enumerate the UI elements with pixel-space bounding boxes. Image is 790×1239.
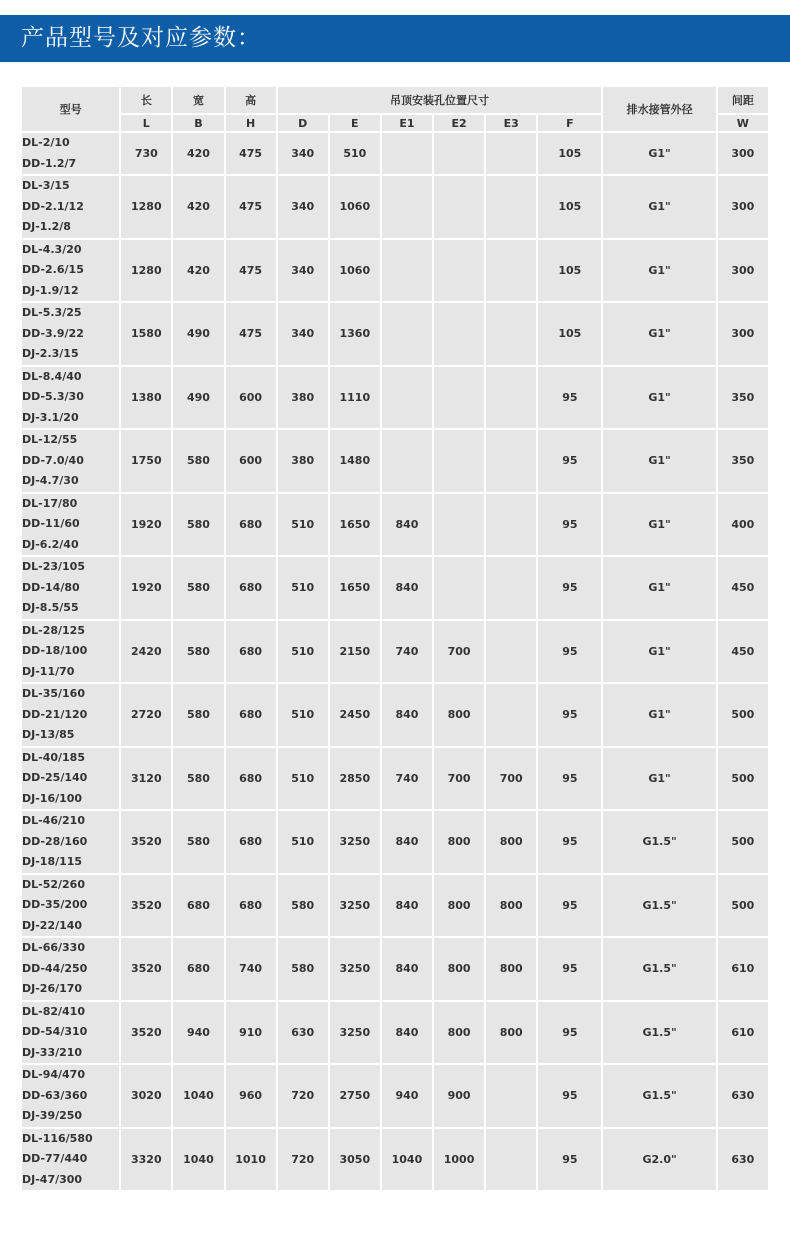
cell-h: 680 <box>226 875 276 937</box>
col-W: W <box>718 115 768 131</box>
cell-h: 680 <box>226 557 276 619</box>
width-header: 宽 <box>173 87 223 113</box>
cell-d: 510 <box>278 684 328 746</box>
cell-b: 420 <box>173 133 223 174</box>
cell-l: 1280 <box>121 240 171 302</box>
table-row <box>22 176 768 238</box>
cell-h: 680 <box>226 684 276 746</box>
cell-e1: 840 <box>382 494 432 556</box>
cell-e2: 800 <box>434 1002 484 1064</box>
cell-f: 105 <box>538 176 601 238</box>
model-name: DL-8.4/40 <box>22 369 82 383</box>
cell-e1 <box>382 430 432 492</box>
table-row <box>22 240 768 302</box>
cell-e: 2450 <box>330 684 380 746</box>
model-name: DL-52/260 <box>22 877 85 891</box>
cell-e: 510 <box>330 133 380 174</box>
model-cell <box>22 133 119 174</box>
cell-e2: 800 <box>434 938 484 1000</box>
cell-d: 380 <box>278 430 328 492</box>
cell-h: 960 <box>226 1065 276 1127</box>
col-B: B <box>173 115 223 131</box>
table-row <box>22 875 768 937</box>
model-name: DL-116/580 <box>22 1131 93 1145</box>
cell-g: G1" <box>603 133 715 174</box>
model-name: DD-35/200 <box>22 898 88 911</box>
col-F: F <box>538 115 601 131</box>
cell-f: 95 <box>538 1129 601 1191</box>
cell-g: G1.5" <box>603 875 715 937</box>
cell-e1: 740 <box>382 621 432 683</box>
model-name: DD-11/60 <box>22 517 80 530</box>
cell-g: G1" <box>603 557 715 619</box>
cell-e: 1480 <box>330 430 380 492</box>
cell-e2 <box>434 367 484 429</box>
cell-g: G1" <box>603 303 715 365</box>
cell-w: 450 <box>718 621 768 683</box>
model-name: DL-2/10 <box>22 136 70 149</box>
cell-e: 2750 <box>330 1065 380 1127</box>
cell-e3: 700 <box>486 748 536 810</box>
cell-l: 1580 <box>121 303 171 365</box>
model-name: DD-3.9/22 <box>22 326 84 340</box>
cell-b: 490 <box>173 367 223 429</box>
cell-l: 2720 <box>121 684 171 746</box>
cell-f: 105 <box>538 303 601 365</box>
cell-e1 <box>382 133 432 174</box>
col-E1: E1 <box>382 115 432 131</box>
cell-e2 <box>434 430 484 492</box>
cell-b: 580 <box>173 811 223 873</box>
cell-e1: 740 <box>382 748 432 810</box>
cell-d: 720 <box>278 1129 328 1191</box>
model-cell <box>22 684 119 746</box>
cell-w: 500 <box>718 748 768 810</box>
cell-d: 580 <box>278 938 328 1000</box>
table-row <box>22 684 768 746</box>
cell-e1 <box>382 240 432 302</box>
col-H: H <box>226 115 276 131</box>
cell-e3: 800 <box>486 938 536 1000</box>
model-name: DJ-3.1/20 <box>22 410 79 424</box>
cell-e3 <box>486 176 536 238</box>
cell-w: 300 <box>718 133 768 174</box>
cell-b: 940 <box>173 1002 223 1064</box>
model-cell <box>22 875 119 937</box>
cell-g: G1.5" <box>603 811 715 873</box>
table-row <box>22 811 768 873</box>
cell-w: 300 <box>718 240 768 302</box>
model-name: DJ-47/300 <box>22 1172 83 1186</box>
spec-table <box>20 85 770 1192</box>
cell-e3: 800 <box>486 1002 536 1064</box>
model-name: DJ-33/210 <box>22 1045 83 1059</box>
cell-e1: 840 <box>382 875 432 937</box>
model-cell <box>22 748 119 810</box>
table-row <box>22 430 768 492</box>
cell-g: G1.5" <box>603 1002 715 1064</box>
cell-b: 420 <box>173 176 223 238</box>
model-name: DJ-39/250 <box>22 1109 83 1122</box>
cell-h: 475 <box>226 303 276 365</box>
model-name: DL-4.3/20 <box>22 242 82 256</box>
model-name: DD-2.1/12 <box>22 199 84 213</box>
model-cell <box>22 557 119 619</box>
cell-l: 3520 <box>121 811 171 873</box>
cell-f: 95 <box>538 684 601 746</box>
cell-e1: 840 <box>382 684 432 746</box>
model-name: DD-21/120 <box>22 707 88 721</box>
cell-w: 450 <box>718 557 768 619</box>
cell-e3 <box>486 684 536 746</box>
col-E3: E3 <box>486 115 536 131</box>
cell-f: 95 <box>538 494 601 556</box>
model-cell <box>22 494 119 556</box>
drain-pipe-header: 排水接管外径 <box>603 87 715 131</box>
cell-w: 610 <box>718 938 768 1000</box>
cell-e3 <box>486 303 536 365</box>
model-name: DD-63/360 <box>22 1088 88 1102</box>
cell-d: 580 <box>278 875 328 937</box>
cell-f: 95 <box>538 557 601 619</box>
model-name: DL-5.3/25 <box>22 306 82 319</box>
cell-h: 680 <box>226 748 276 810</box>
model-name: DD-7.0/40 <box>22 453 84 467</box>
cell-e1: 840 <box>382 938 432 1000</box>
cell-e2: 800 <box>434 811 484 873</box>
model-cell <box>22 176 119 238</box>
cell-h: 475 <box>226 240 276 302</box>
model-name: DD-1.2/7 <box>22 156 77 170</box>
model-name: DL-46/210 <box>22 814 85 827</box>
cell-e: 3250 <box>330 1002 380 1064</box>
cell-f: 95 <box>538 748 601 810</box>
cell-e3: 800 <box>486 811 536 873</box>
cell-e2 <box>434 494 484 556</box>
table-row <box>22 557 768 619</box>
cell-w: 400 <box>718 494 768 556</box>
cell-f: 95 <box>538 875 601 937</box>
cell-e3 <box>486 430 536 492</box>
cell-e3 <box>486 1129 536 1191</box>
model-header: 型号 <box>22 87 119 131</box>
cell-e3 <box>486 557 536 619</box>
cell-e1: 840 <box>382 1002 432 1064</box>
model-name: DL-82/410 <box>22 1004 85 1018</box>
cell-e: 2850 <box>330 748 380 810</box>
cell-w: 610 <box>718 1002 768 1064</box>
cell-w: 500 <box>718 684 768 746</box>
height-header: 高 <box>226 87 276 113</box>
model-name: DD-2.6/15 <box>22 263 84 276</box>
cell-w: 500 <box>718 875 768 937</box>
cell-l: 1920 <box>121 557 171 619</box>
cell-e1 <box>382 367 432 429</box>
cell-b: 580 <box>173 684 223 746</box>
cell-e2: 700 <box>434 748 484 810</box>
cell-g: G1" <box>603 684 715 746</box>
cell-e2 <box>434 240 484 302</box>
table-row <box>22 1065 768 1127</box>
spacing-header: 间距 <box>718 87 768 113</box>
cell-e3 <box>486 1065 536 1127</box>
cell-e: 3250 <box>330 875 380 937</box>
cell-f: 95 <box>538 1065 601 1127</box>
cell-b: 680 <box>173 875 223 937</box>
cell-e: 1650 <box>330 494 380 556</box>
cell-h: 910 <box>226 1002 276 1064</box>
model-name: DD-28/160 <box>22 834 88 848</box>
table-body <box>22 133 768 1190</box>
cell-b: 680 <box>173 938 223 1000</box>
cell-g: G1" <box>603 430 715 492</box>
model-name: DD-14/80 <box>22 580 80 594</box>
cell-e2: 800 <box>434 684 484 746</box>
cell-e: 2150 <box>330 621 380 683</box>
cell-b: 580 <box>173 557 223 619</box>
header-row <box>22 87 768 113</box>
cell-e2: 1000 <box>434 1129 484 1191</box>
cell-e2 <box>434 303 484 365</box>
cell-d: 340 <box>278 133 328 174</box>
table-row <box>22 367 768 429</box>
cell-e: 1060 <box>330 240 380 302</box>
cell-h: 680 <box>226 811 276 873</box>
cell-e2: 900 <box>434 1065 484 1127</box>
cell-l: 1920 <box>121 494 171 556</box>
length-header: 长 <box>121 87 171 113</box>
model-name: DJ-16/100 <box>22 791 83 805</box>
cell-e1: 940 <box>382 1065 432 1127</box>
table-row <box>22 748 768 810</box>
cell-d: 510 <box>278 748 328 810</box>
model-name: DJ-18/115 <box>22 855 83 868</box>
cell-e3 <box>486 367 536 429</box>
cell-f: 95 <box>538 938 601 1000</box>
model-name: DL-17/80 <box>22 496 78 510</box>
cell-l: 1750 <box>121 430 171 492</box>
cell-w: 300 <box>718 303 768 365</box>
model-name: DL-23/105 <box>22 560 85 573</box>
cell-d: 510 <box>278 557 328 619</box>
model-name: DJ-11/70 <box>22 664 75 678</box>
cell-b: 420 <box>173 240 223 302</box>
model-name: DJ-1.9/12 <box>22 283 79 297</box>
model-name: DL-94/470 <box>22 1068 85 1081</box>
cell-h: 475 <box>226 133 276 174</box>
cell-e1: 840 <box>382 811 432 873</box>
cell-e3 <box>486 621 536 683</box>
cell-h: 680 <box>226 621 276 683</box>
cell-g: G1" <box>603 621 715 683</box>
cell-h: 600 <box>226 430 276 492</box>
cell-l: 3120 <box>121 748 171 810</box>
cell-d: 510 <box>278 811 328 873</box>
cell-e2 <box>434 176 484 238</box>
table-row <box>22 133 768 174</box>
col-E: E <box>330 115 380 131</box>
page-title: 产品型号及对应参数： <box>0 15 790 62</box>
cell-l: 730 <box>121 133 171 174</box>
model-name: DD-44/250 <box>22 961 88 975</box>
cell-f: 95 <box>538 1002 601 1064</box>
model-cell <box>22 240 119 302</box>
cell-l: 3520 <box>121 938 171 1000</box>
cell-e: 1650 <box>330 557 380 619</box>
cell-w: 350 <box>718 430 768 492</box>
cell-l: 2420 <box>121 621 171 683</box>
model-cell <box>22 367 119 429</box>
model-name: DL-66/330 <box>22 941 85 954</box>
cell-g: G1" <box>603 176 715 238</box>
cell-e: 3250 <box>330 938 380 1000</box>
col-D: D <box>278 115 328 131</box>
cell-b: 580 <box>173 494 223 556</box>
model-name: DJ-8.5/55 <box>22 601 79 614</box>
cell-f: 105 <box>538 133 601 174</box>
table-row <box>22 303 768 365</box>
cell-e3 <box>486 240 536 302</box>
table-row <box>22 1002 768 1064</box>
model-cell <box>22 938 119 1000</box>
cell-e1: 1040 <box>382 1129 432 1191</box>
model-name: DJ-26/170 <box>22 982 83 995</box>
model-cell <box>22 1129 119 1191</box>
model-cell <box>22 621 119 683</box>
cell-e3 <box>486 133 536 174</box>
cell-d: 380 <box>278 367 328 429</box>
cell-e: 3050 <box>330 1129 380 1191</box>
cell-l: 3020 <box>121 1065 171 1127</box>
cell-l: 3520 <box>121 1002 171 1064</box>
model-name: DL-12/55 <box>22 433 78 446</box>
cell-g: G1" <box>603 494 715 556</box>
cell-e2 <box>434 133 484 174</box>
cell-b: 490 <box>173 303 223 365</box>
cell-w: 630 <box>718 1065 768 1127</box>
cell-f: 95 <box>538 430 601 492</box>
cell-l: 1280 <box>121 176 171 238</box>
cell-g: G2.0" <box>603 1129 715 1191</box>
model-name: DL-3/15 <box>22 179 70 192</box>
model-cell <box>22 303 119 365</box>
cell-d: 720 <box>278 1065 328 1127</box>
cell-f: 95 <box>538 621 601 683</box>
cell-b: 1040 <box>173 1129 223 1191</box>
table-row <box>22 1129 768 1191</box>
model-name: DL-40/185 <box>22 750 85 764</box>
cell-g: G1" <box>603 240 715 302</box>
cell-e1: 840 <box>382 557 432 619</box>
cell-d: 630 <box>278 1002 328 1064</box>
model-cell <box>22 430 119 492</box>
model-name: DD-5.3/30 <box>22 390 84 403</box>
mounting-holes-header: 吊顶安装孔位置尺寸 <box>278 87 602 113</box>
cell-d: 340 <box>278 176 328 238</box>
cell-e2 <box>434 557 484 619</box>
cell-h: 680 <box>226 494 276 556</box>
cell-h: 475 <box>226 176 276 238</box>
cell-w: 630 <box>718 1129 768 1191</box>
table-row <box>22 494 768 556</box>
cell-d: 510 <box>278 621 328 683</box>
model-name: DJ-4.7/30 <box>22 474 79 487</box>
cell-b: 580 <box>173 621 223 683</box>
cell-e2: 800 <box>434 875 484 937</box>
model-name: DJ-22/140 <box>22 918 83 932</box>
cell-l: 1380 <box>121 367 171 429</box>
table-row <box>22 938 768 1000</box>
model-name: DJ-13/85 <box>22 728 75 741</box>
cell-e3 <box>486 494 536 556</box>
cell-g: G1.5" <box>603 938 715 1000</box>
cell-h: 600 <box>226 367 276 429</box>
cell-e1 <box>382 303 432 365</box>
cell-l: 3520 <box>121 875 171 937</box>
model-name: DJ-1.2/8 <box>22 220 71 233</box>
cell-f: 105 <box>538 240 601 302</box>
model-name: DD-18/100 <box>22 644 88 657</box>
cell-w: 350 <box>718 367 768 429</box>
cell-e: 1110 <box>330 367 380 429</box>
cell-f: 95 <box>538 811 601 873</box>
model-name: DD-25/140 <box>22 771 88 784</box>
model-name: DJ-6.2/40 <box>22 537 79 551</box>
cell-g: G1" <box>603 748 715 810</box>
cell-l: 3320 <box>121 1129 171 1191</box>
cell-d: 340 <box>278 240 328 302</box>
cell-e2: 700 <box>434 621 484 683</box>
cell-w: 300 <box>718 176 768 238</box>
cell-g: G1.5" <box>603 1065 715 1127</box>
cell-b: 580 <box>173 748 223 810</box>
cell-e: 1360 <box>330 303 380 365</box>
cell-e3: 800 <box>486 875 536 937</box>
model-cell <box>22 1002 119 1064</box>
model-name: DL-35/160 <box>22 687 85 700</box>
cell-f: 95 <box>538 367 601 429</box>
col-E2: E2 <box>434 115 484 131</box>
cell-e: 3250 <box>330 811 380 873</box>
model-name: DD-77/440 <box>22 1152 88 1165</box>
cell-b: 580 <box>173 430 223 492</box>
model-name: DD-54/310 <box>22 1025 88 1038</box>
model-cell <box>22 1065 119 1127</box>
model-name: DL-28/125 <box>22 623 85 637</box>
cell-g: G1" <box>603 367 715 429</box>
cell-w: 500 <box>718 811 768 873</box>
model-cell <box>22 811 119 873</box>
cell-e1 <box>382 176 432 238</box>
col-L: L <box>121 115 171 131</box>
model-name: DJ-2.3/15 <box>22 347 79 360</box>
cell-e: 1060 <box>330 176 380 238</box>
cell-d: 340 <box>278 303 328 365</box>
table-row <box>22 621 768 683</box>
cell-h: 1010 <box>226 1129 276 1191</box>
cell-d: 510 <box>278 494 328 556</box>
cell-h: 740 <box>226 938 276 1000</box>
cell-b: 1040 <box>173 1065 223 1127</box>
